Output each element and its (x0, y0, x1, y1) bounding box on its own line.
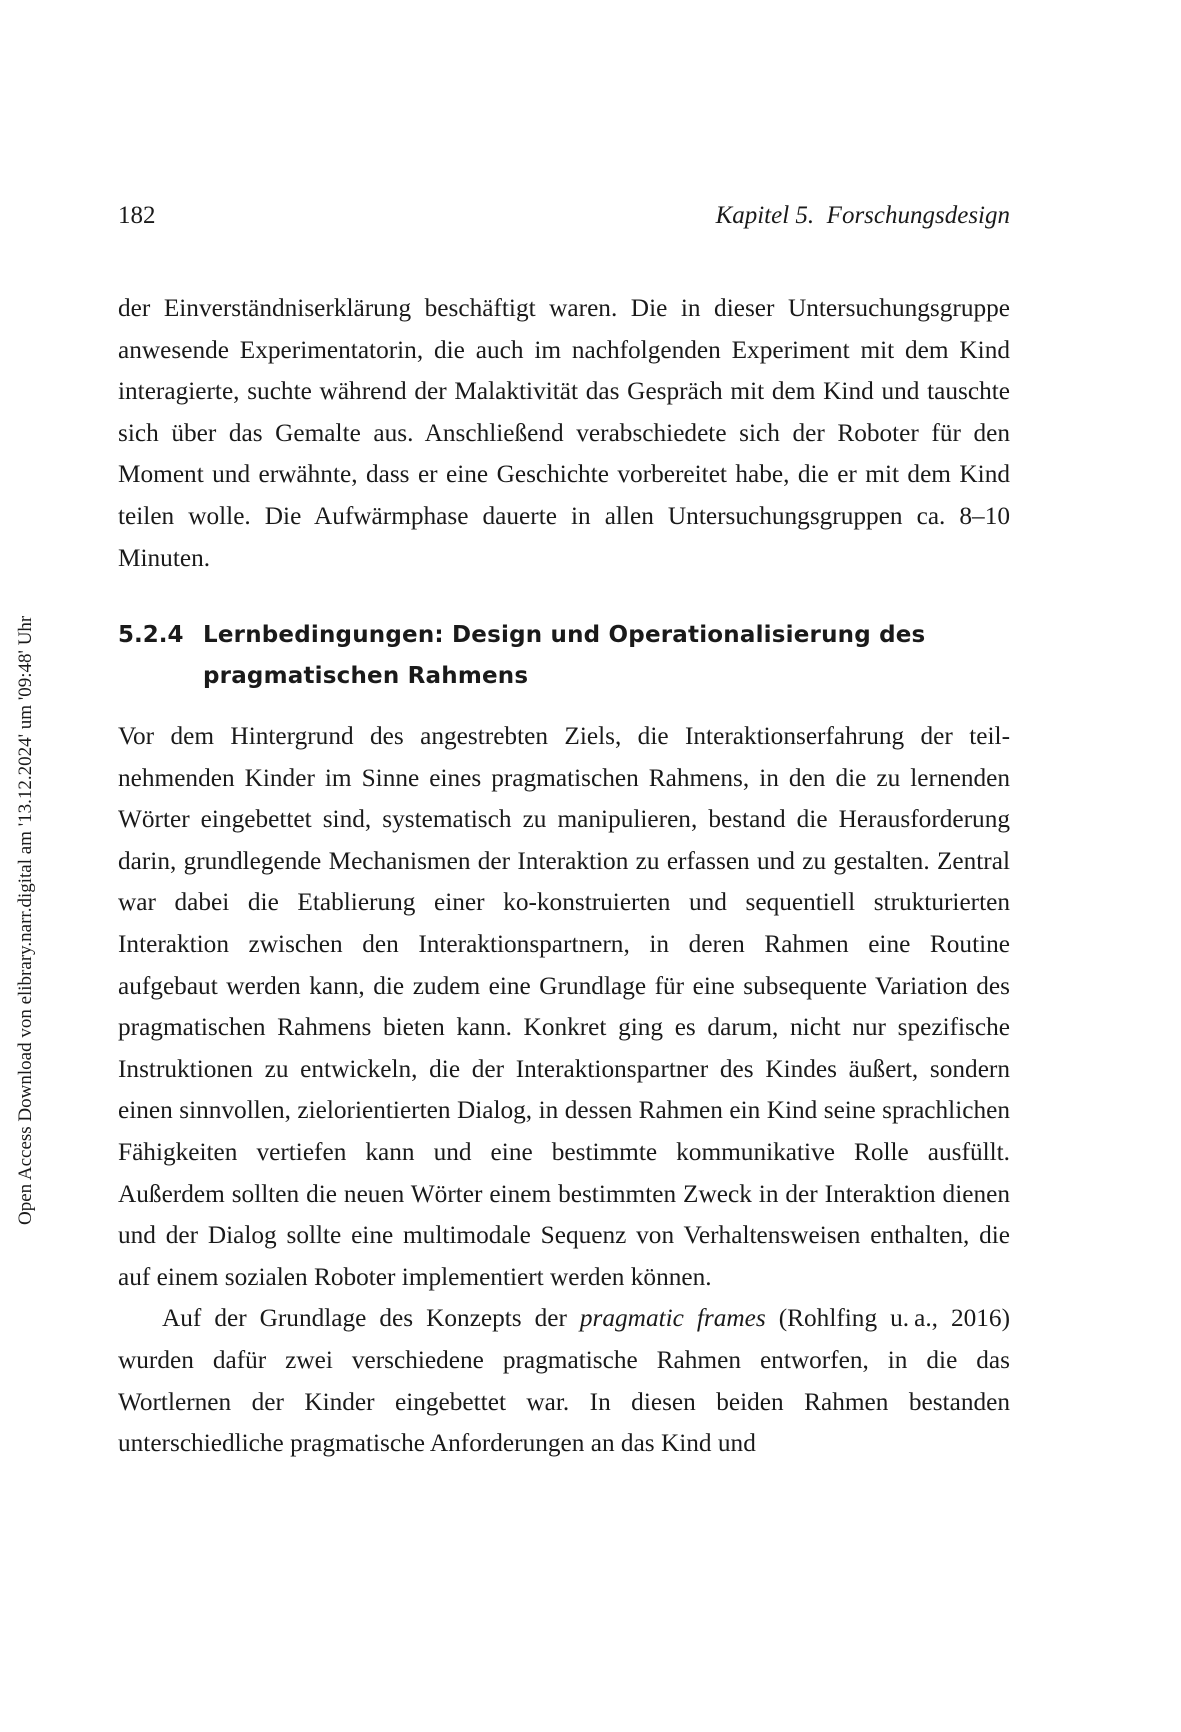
paragraph: Vor dem Hintergrund des angestrebten Ziels, die Interaktionserfahrung der teilnehmenden Kinder im Sinne eines pragmatischen Rahmens, in den die zu lernenden Wörter eingebettet sind, systematisch zu manipulieren, bestand die Herausforderung darin, grundlegende Mechanismen der Interaktion zu erfassen und zu gestalten. Zentral war dabei die Etablierung einer ko-konstruierten und sequentiell strukturierten Interaktion zwischen den Interaktionspartnern, in deren Rahmen eine Routine aufgebaut werden kann, die zudem eine Grundlage für eine subsequente Variation des pragmatischen Rahmens bieten kann. Konkret ging es darum, nicht nur spezifische Instruktionen zu entwickeln, die der Interaktionspartner des Kindes äußert, sondern einen sinnvollen, zielorientierten Dialog, in dessen Rahmen ein Kind seine sprachlichen Fähigkeiten vertiefen kann und eine bestimmte kommunikative Rolle ausfüllt. Außerdem sollten die neuen Wörter einem bestimmten Zweck in der Interaktion dienen und der Dialog sollte eine multimodale Sequenz von Verhaltensweisen enthalten, die auf einem sozialen Roboter implementiert werden können. (118, 722, 1010, 1291)
paragraph (118, 1298, 1010, 1464)
page-number: 182 (118, 202, 156, 229)
section-heading (118, 615, 1010, 697)
text-block-intro (118, 288, 1010, 579)
paragraph: der Einverständniserklärung beschäftigt waren. Die in dieser Untersuchungsgruppe anwesende Experimentatorin, die auch im nachfolgenden Experiment mit dem Kind interagierte, suchte während der Malaktivität das Gespräch mit dem Kind und tauschte sich über das Gemalte aus. Anschließend verabschiedete sich der Roboter für den Moment und erwähnte, dass er eine Geschichte vorbereitet habe, die er mit dem Kind teilen wolle. Die Aufwärmphase dauerte in allen Untersuchungsgruppen ca. 8–10 Minuten. (118, 294, 1010, 572)
download-watermark: Open Access Download von elibrary.narr.digital am '13.12.2024' um '09:48' Uhr (15, 615, 36, 1225)
running-head (118, 196, 1010, 236)
section-title: Lernbedingungen: Design und Operationalisierung des pragmatischen Rahmens (203, 622, 926, 689)
book-page (118, 0, 1010, 1732)
paragraph-text: Auf der Grundlage des Konzepts der (162, 1304, 580, 1333)
section-number: 5.2.4 (118, 622, 184, 648)
text-block-section (118, 716, 1010, 1465)
emphasized-term: pragmatic frames (579, 1304, 766, 1333)
paragraph-text: (Rohlfing u. a., 2016) wurden dafür zwei verschiedene pragmatische Rahmen entworfen, in die das Wortlernen der Kinder eingebettet war. In diesen beiden Rahmen bestanden unterschiedliche pragmatische Anforderungen an das Kind und (118, 1304, 1010, 1458)
chapter-title: Kapitel 5. Forschungsdesign (715, 202, 1010, 229)
